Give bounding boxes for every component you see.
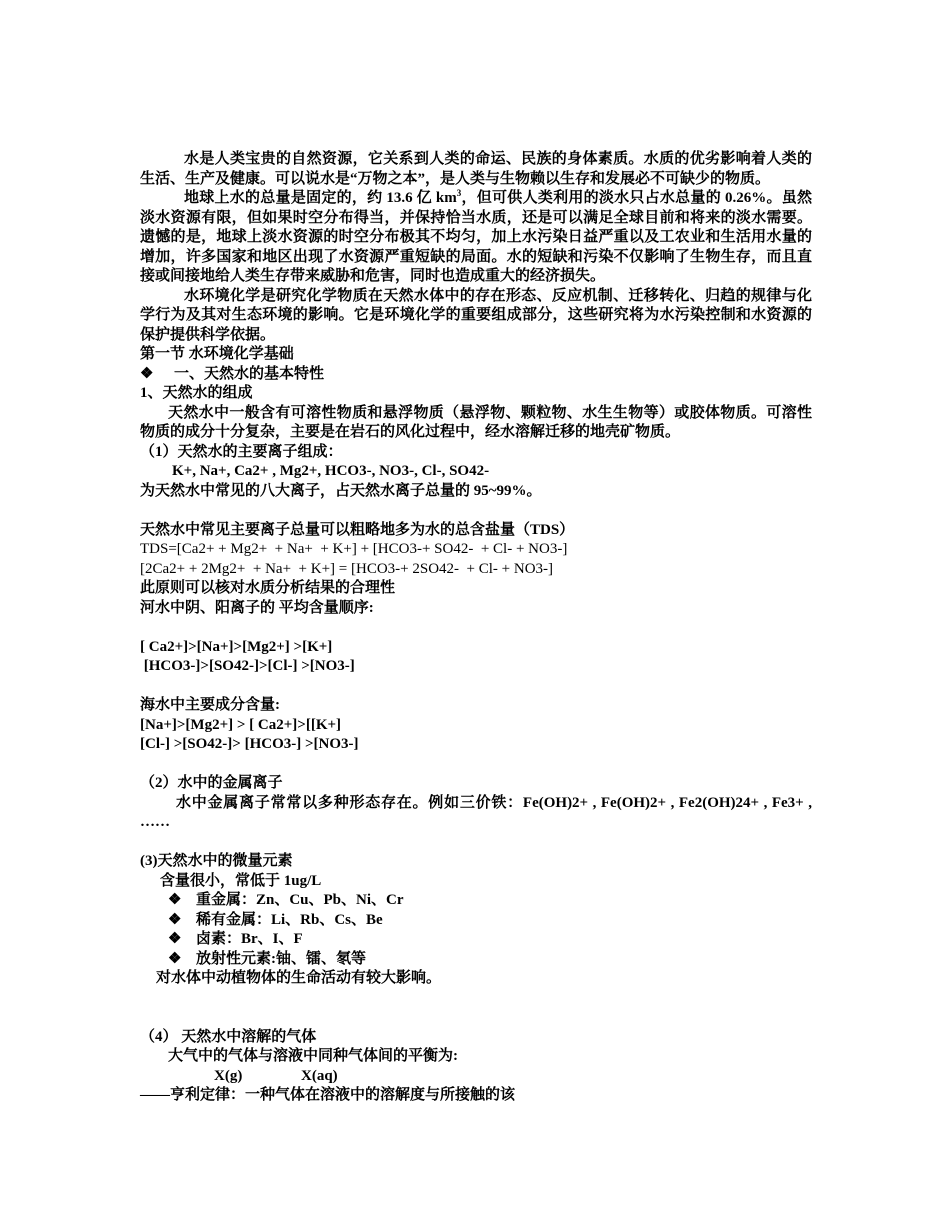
- section-title: 第一节 水环境化学基础: [140, 346, 294, 362]
- diamond-bullet-icon: ❖: [168, 911, 182, 928]
- gas-equilibrium: [140, 1067, 812, 1087]
- trace-content: 含量很小，常低于 1ug/L: [160, 872, 322, 889]
- metals-heading: （2）水中的金属离子: [140, 775, 283, 791]
- sea-anions-order: [Cl-] >[SO42-]> [HCO3-] >[NO3-]: [140, 736, 359, 752]
- gases-text: 大气中的气体与溶液中同种气体间的平衡为:: [168, 1048, 458, 1064]
- river-heading: 河水中阴、阳离子的 平均含量顺序:: [140, 599, 374, 616]
- diamond-bullet-icon: ❖: [168, 892, 182, 908]
- composition-paragraph: 天然水中一般含有可溶性物质和悬浮物质（悬浮物、颗粒物、水生生物等）或胶体物质。可溶性物质的成分十分复杂，主要是在岩石的风化过程中，经水溶解迁移的地壳矿物质。: [140, 404, 812, 440]
- spacer: [140, 501, 812, 521]
- section-heading-1: [140, 365, 812, 385]
- trace-item: [140, 930, 812, 950]
- trace-item: [140, 950, 812, 970]
- document-page: [140, 150, 812, 1106]
- trace-item-text: 放射性元素:铀、镭、氡等: [196, 950, 366, 967]
- charge-balance-equation: [2Ca2+ + 2Mg2+ + Na+ + K+] = [HCO3-+ 2SO42- + Cl- + NO3-]: [140, 560, 554, 577]
- spacer: [140, 755, 812, 775]
- gases-heading: （4） 天然水中溶解的气体: [140, 1028, 317, 1045]
- trace-item-text: 卤素：Br、I、F: [196, 931, 303, 947]
- trace-item: [140, 911, 812, 931]
- tds-equation: TDS=[Ca2+ + Mg2+ + Na+ + K+] + [HCO3-+ SO42- + Cl- + NO3-]: [140, 541, 568, 557]
- aqueous-phase-label: X(aq): [301, 1067, 338, 1084]
- trace-item: [140, 891, 812, 911]
- heading-1-text: 一、天然水的基本特性: [174, 365, 325, 382]
- intro-p2-text-b: ，但可供人类利用的淡水只占水总量的 0.26%。虽然淡水资源有限，但如果时空分布得当，并保持恰当水质，还是可以满足全球目前和将来的淡水需要。遗憾的是，地球上淡水资源的时空分布极其不均匀，加上水污染日益严重以及工农业和生活用水量的增加，许多国家和地区出现了水资源严重短缺的局面。水的短缺和污染不仅影响了生物生存，而且直接或间接地给人类生存带来威胁和危害，同时也造成重大的经济损失。: [140, 190, 812, 284]
- section-heading-2: 1、天然水的组成: [140, 385, 253, 401]
- diamond-bullet-icon: ❖: [168, 931, 182, 947]
- intro-paragraph-1: 水是人类宝贵的自然资源，它关系到人类的命运、民族的身体素质。水质的优劣影响着人类的生活、生产及健康。可以说水是“万物之本”，是人类与生物赖以生存和发展必不可缺少的物质。: [140, 151, 812, 187]
- spacer: [140, 677, 812, 697]
- sea-cations-order: [Na+]>[Mg2+] > [ Ca2+]>[[K+]: [140, 716, 342, 733]
- tds-text: 天然水中常见主要离子总量可以粗略地多为水的总含盐量（TDS）: [140, 521, 575, 538]
- principle-text: 此原则可以核对水质分析结果的合理性: [140, 580, 396, 596]
- gas-phase-label: X(g): [214, 1067, 243, 1084]
- spacer: [140, 833, 812, 853]
- river-anions-order: [HCO3-]>[SO42-]>[Cl-] >[NO3-]: [140, 658, 355, 674]
- henry-law-text: ——亨利定律：一种气体在溶液中的溶解度与所接触的该: [140, 1087, 516, 1103]
- diamond-bullet-icon: ❖: [168, 950, 182, 967]
- trace-item-text: 重金属：Zn、Cu、Pb、Ni、Cr: [196, 892, 404, 908]
- spacer: [140, 989, 812, 1028]
- sea-heading: 海水中主要成分含量:: [140, 697, 280, 713]
- trace-effect: 对水体中动植物体的生命活动有较大影响。: [156, 970, 442, 986]
- intro-paragraph-3: 水环境化学是研究化学物质在天然水体中的存在形态、反应机制、迁移转化、归趋的规律与化学行为及其对生态环境的影响。它是环境化学的重要组成部分，这些研究将为水污染控制和水资源的保护提供科学依据。: [140, 287, 812, 343]
- metals-text: 水中金属离子常常以多种形态存在。例如三价铁：Fe(OH)2+ , Fe(OH)2+ , Fe2(OH)24+ , Fe3+ , ……: [140, 794, 812, 830]
- trace-heading: (3)天然水中的微量元素: [140, 853, 293, 869]
- intro-p2-text-a: 地球上水的总量是固定的，约 13.6 亿 km: [184, 190, 457, 206]
- intro-paragraph-2: [140, 189, 812, 287]
- ions-list: K+, Na+, Ca2+ , Mg2+, HCO3-, NO3-, Cl-, SO42-: [172, 463, 490, 479]
- superscript-3: 3: [456, 188, 462, 198]
- river-cations-order: [ Ca2+]>[Na+]>[Mg2+] >[K+]: [140, 638, 333, 655]
- trace-item-text: 稀有金属：Li、Rb、Cs、Be: [196, 911, 383, 928]
- ions-heading: （1）天然水的主要离子组成：: [140, 443, 343, 460]
- diamond-bullet-icon: ❖: [140, 365, 154, 382]
- ions-note: 为天然水中常见的八大离子，占天然水离子总量的 95~99%。: [140, 482, 542, 499]
- spacer: [140, 618, 812, 638]
